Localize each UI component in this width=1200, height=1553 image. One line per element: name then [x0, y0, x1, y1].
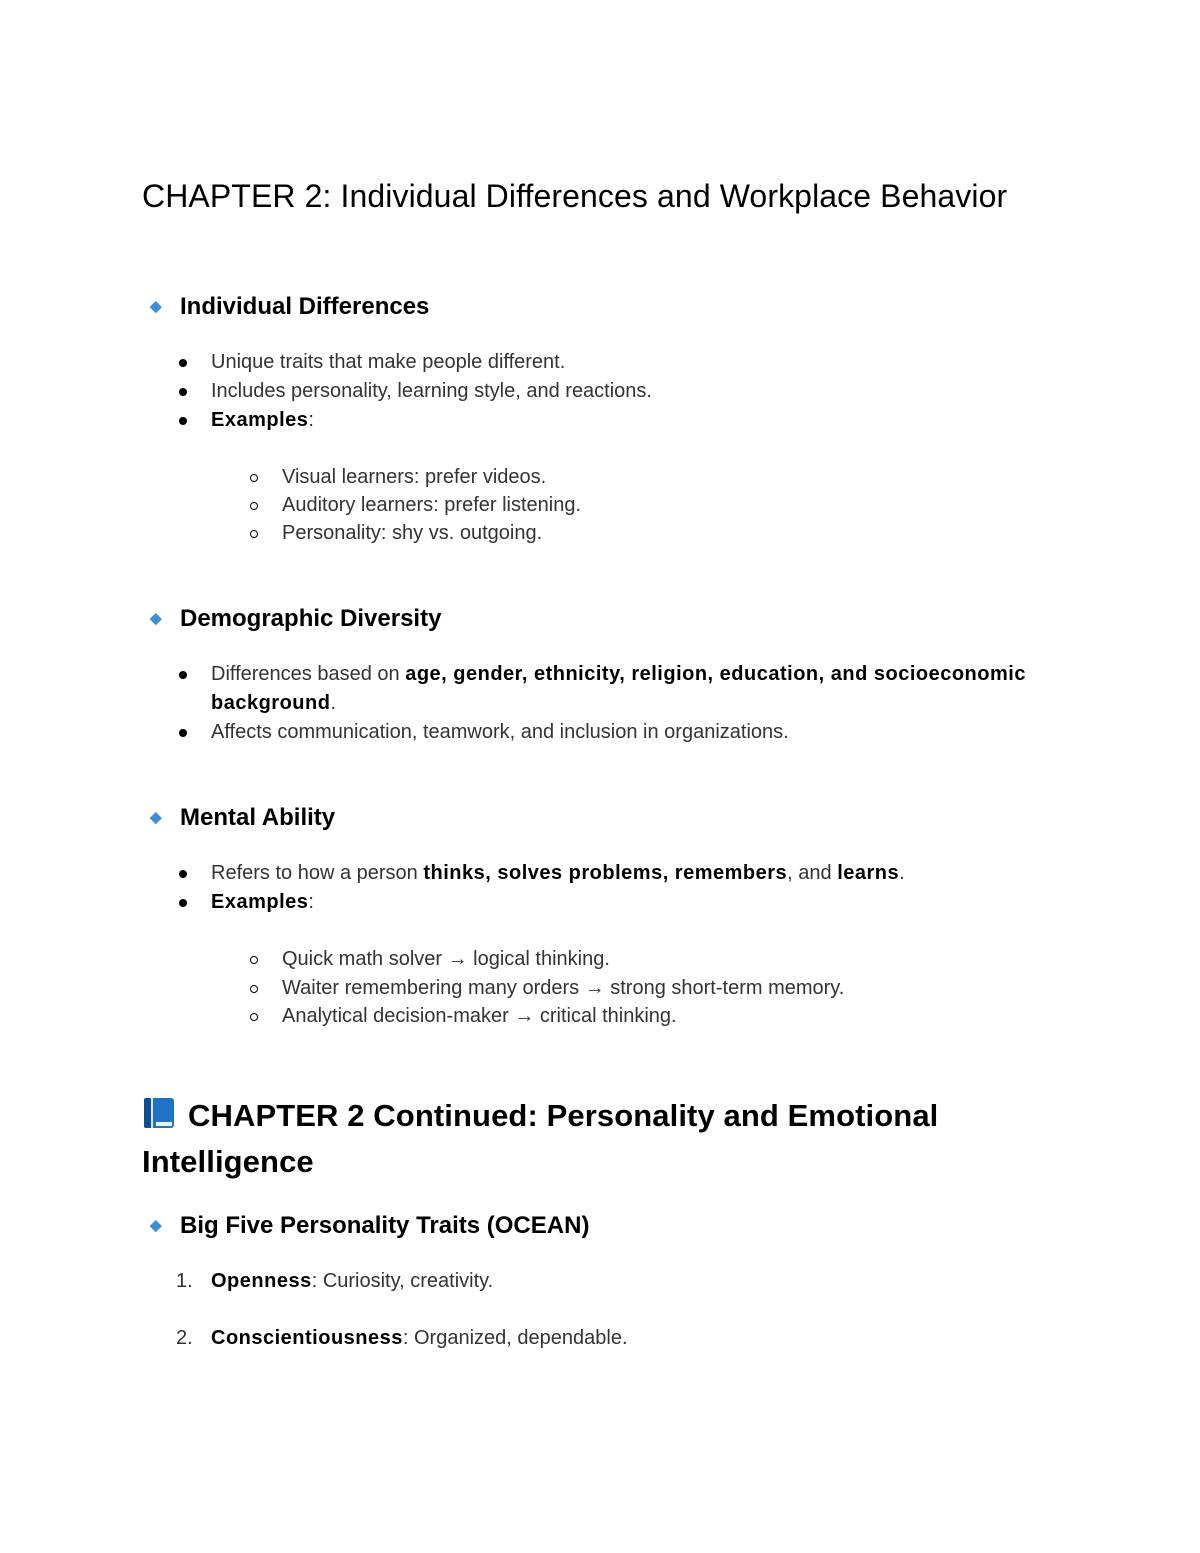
bullet-dot-icon	[179, 359, 187, 367]
chapter-title: CHAPTER 2: Individual Differences and Workplace Behavior	[142, 178, 1008, 214]
bullet-ring-icon	[250, 956, 258, 964]
numbered-list-item: Conscientiousness: Organized, dependable.	[211, 1327, 628, 1349]
list-item: Affects communication, teamwork, and inclusion in organizations.	[211, 721, 789, 743]
list-item: Examples:	[211, 891, 314, 913]
bullet-ring-icon	[250, 985, 258, 993]
bullet-dot-icon	[179, 729, 187, 737]
section-heading-individual-differences: ◆ Individual Differences	[150, 293, 430, 320]
list-number: 1.	[176, 1270, 193, 1292]
bullet-dot-icon	[179, 671, 187, 679]
diamond-bullet-icon: ◆	[150, 610, 162, 627]
list-item: Refers to how a person thinks, solves problems, remembers, and learns.	[211, 862, 905, 884]
sub-list-item: Auditory learners: prefer listening.	[282, 494, 582, 516]
sub-list-item: Analytical decision-maker → critical thinking.	[282, 1005, 677, 1027]
bullet-dot-icon	[179, 417, 187, 425]
bullet-dot-icon	[179, 870, 187, 878]
list-number: 2.	[176, 1327, 193, 1349]
section-heading-big-five: ◆ Big Five Personality Traits (OCEAN)	[150, 1212, 590, 1239]
sub-list-item: Quick math solver → logical thinking.	[282, 948, 610, 970]
list-item-continuation: background.	[211, 692, 337, 714]
list-item: Differences based on age, gender, ethnicity, religion, education, and socioeconomic	[211, 663, 1026, 685]
sub-list-item: Visual learners: prefer videos.	[282, 466, 547, 488]
list-item: Unique traits that make people different.	[211, 351, 566, 373]
diamond-bullet-icon: ◆	[150, 809, 162, 826]
bullet-ring-icon	[250, 474, 258, 482]
bullet-ring-icon	[250, 502, 258, 510]
bullet-dot-icon	[179, 899, 187, 907]
section-heading-demographic-diversity: ◆ Demographic Diversity	[150, 605, 442, 632]
sub-list-item: Waiter remembering many orders → strong short-term memory.	[282, 977, 845, 999]
numbered-list-item: Openness: Curiosity, creativity.	[211, 1270, 494, 1292]
section-heading-mental-ability: ◆ Mental Ability	[150, 804, 336, 831]
list-item: Examples:	[211, 409, 314, 431]
list-item: Includes personality, learning style, and reactions.	[211, 380, 652, 402]
bullet-ring-icon	[250, 530, 258, 538]
bullet-ring-icon	[250, 1013, 258, 1021]
sub-list-item: Personality: shy vs. outgoing.	[282, 522, 543, 544]
blue-book-icon	[142, 1096, 176, 1130]
chapter-continued-title: CHAPTER 2 Continued: Personality and Emotional Intelligence	[142, 1098, 939, 1179]
diamond-bullet-icon: ◆	[150, 1217, 162, 1234]
diamond-bullet-icon: ◆	[150, 298, 162, 315]
bullet-dot-icon	[179, 388, 187, 396]
